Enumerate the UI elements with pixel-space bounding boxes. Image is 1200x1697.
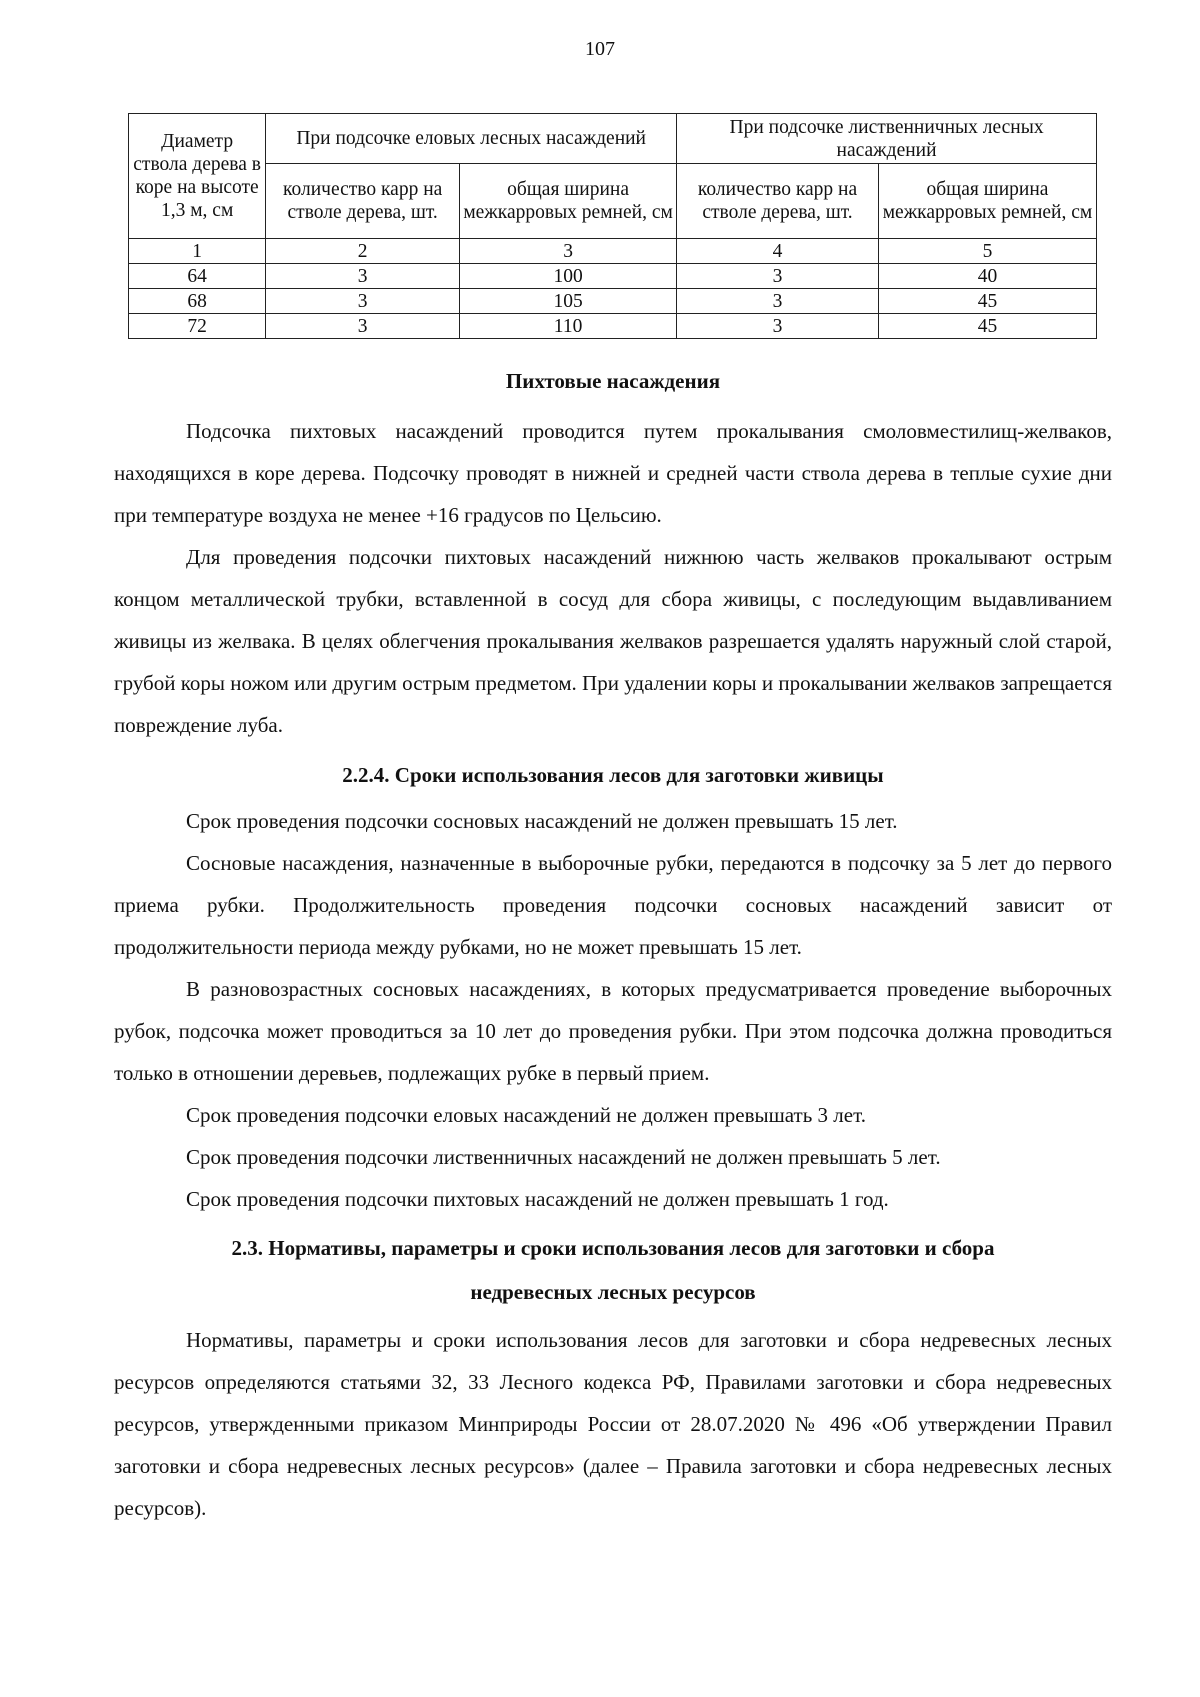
table-cell: 110	[460, 314, 677, 339]
paragraph: Подсочка пихтовых насаждений проводится путем прокалывания смоловместилищ-желваков, находящихся в коре дерева. Подсочку проводят в нижней и средней части ствола дерева в теплые сухие дни при температуре воздуха не менее +16 градусов по Цельсию.	[114, 419, 1112, 527]
header-spruce-width: общая ширина межкарровых ремней, см	[460, 164, 677, 239]
table-cell: 5	[878, 239, 1096, 264]
paragraph: Срок проведения подсочки сосновых насаждений не должен превышать 15 лет.	[186, 809, 898, 833]
header-larch-width: общая ширина межкарровых ремней, см	[878, 164, 1096, 239]
table-cell: 3	[266, 314, 460, 339]
paragraph: Для проведения подсочки пихтовых насаждений нижнюю часть желваков прокалывают острым концом металлической трубки, вставленной в сосуд для сбора живицы, с последующим выдавливанием живицы из желвака. В целях облегчения прокалывания желваков разрешается удалять наружный слой старой, грубой коры ножом или другим острым предметом. При удалении коры и прокалывании желваков запрещается повреждение луба.	[114, 545, 1112, 737]
paragraph: Срок проведения подсочки еловых насаждений не должен превышать 3 лет.	[186, 1103, 866, 1127]
table-cell: 3	[266, 289, 460, 314]
table-row	[129, 289, 1097, 314]
table-cell: 45	[878, 289, 1096, 314]
table-row	[129, 314, 1097, 339]
document-body	[114, 360, 1112, 1529]
heading-section-2-3	[114, 1226, 1112, 1314]
header-larch-count: количество карр на стволе дерева, шт.	[677, 164, 879, 239]
table-cell: 3	[460, 239, 677, 264]
header-spruce-count: количество карр на стволе дерева, шт.	[266, 164, 460, 239]
paragraph: Нормативы, параметры и сроки использования лесов для заготовки и сбора недревесных лесных ресурсов определяются статьями 32, 33 Лесного кодекса РФ, Правилами заготовки и сбора недревесных ресурсов, утвержденными приказом Минприроды России от 28.07.2020 № 496 «Об утверждении Правил заготовки и сбора недревесных лесных ресурсов» (далее – Правила заготовки и сбора недревесных лесных ресурсов).	[114, 1328, 1112, 1520]
heading-line: 2.3. Нормативы, параметры и сроки использования лесов для заготовки и сбора	[231, 1236, 995, 1260]
table-cell: 3	[266, 264, 460, 289]
paragraph: Срок проведения подсочки пихтовых насаждений не должен превышать 1 год.	[186, 1187, 889, 1211]
table-cell: 3	[677, 289, 879, 314]
heading-line: недревесных лесных ресурсов	[470, 1280, 756, 1304]
paragraph: Сосновые насаждения, назначенные в выборочные рубки, передаются в подсочку за 5 лет до первого приема рубки. Продолжительность проведения подсочки сосновых насаждений зависит от продолжительности периода между рубками, но не может превышать 15 лет.	[114, 851, 1112, 959]
header-diameter: Диаметр ствола дерева в коре на высоте 1,3 м, см	[129, 114, 266, 239]
header-larch-group: При подсочке лиственничных лесных насаждений	[677, 114, 1097, 164]
table-cell: 2	[266, 239, 460, 264]
table-cell: 68	[129, 289, 266, 314]
table-cell: 64	[129, 264, 266, 289]
page-number: 107	[585, 38, 615, 60]
table-cell: 105	[460, 289, 677, 314]
column-numbering-row	[129, 239, 1097, 264]
paragraph: В разновозрастных сосновых насаждениях, в которых предусматривается проведение выборочных рубок, подсочка может проводиться за 10 лет до проведения рубки. При этом подсочка должна проводиться только в отношении деревьев, подлежащих рубке в первый прием.	[114, 977, 1112, 1085]
table-cell: 4	[677, 239, 879, 264]
table-cell: 3	[677, 314, 879, 339]
table-cell: 1	[129, 239, 266, 264]
table-cell: 40	[878, 264, 1096, 289]
tapping-norms-table	[128, 113, 1097, 339]
table-cell: 3	[677, 264, 879, 289]
table-cell: 45	[878, 314, 1096, 339]
heading-fir-stands: Пихтовые насаждения	[505, 369, 721, 393]
heading-section-2-2-4: 2.2.4. Сроки использования лесов для заготовки живицы	[342, 763, 884, 787]
paragraph: Срок проведения подсочки лиственничных насаждений не должен превышать 5 лет.	[186, 1145, 941, 1169]
table-row	[129, 264, 1097, 289]
table-cell: 72	[129, 314, 266, 339]
table-cell: 100	[460, 264, 677, 289]
header-spruce-group: При подсочке еловых лесных насаждений	[266, 114, 677, 164]
